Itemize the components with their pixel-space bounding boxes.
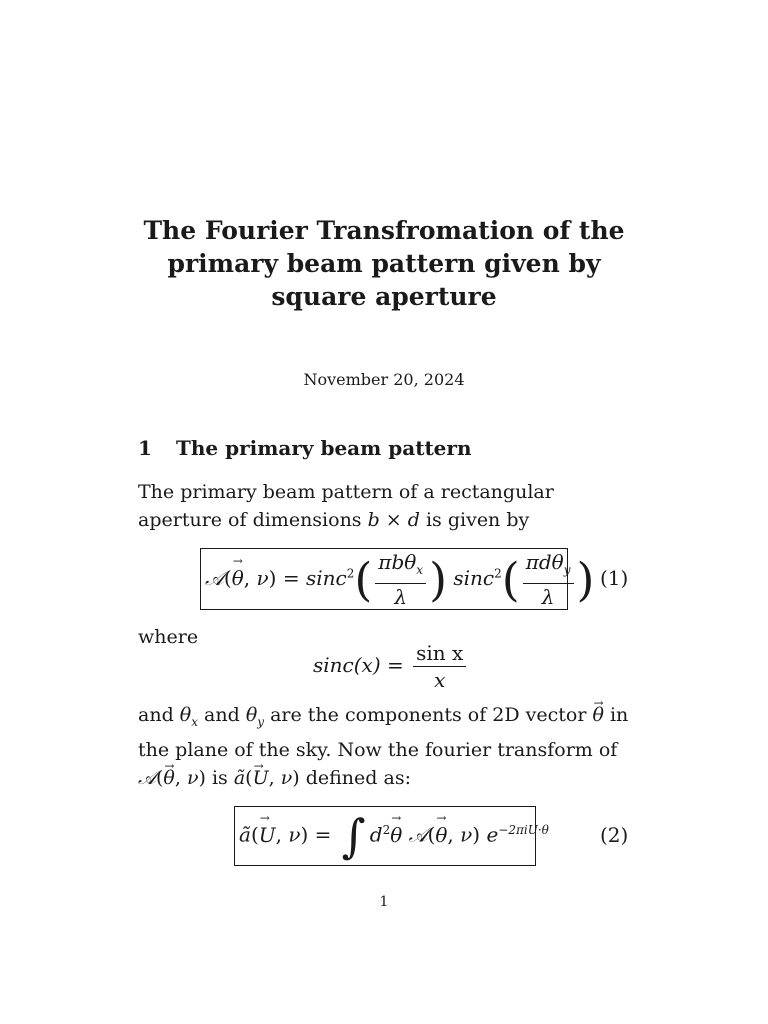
sinc-label: sinc — [453, 565, 495, 590]
fraction: $\frac{\pi d\theta_y}{\lambda}$ — [523, 551, 574, 608]
paragraph-text: is — [205, 766, 234, 789]
section-heading — [138, 435, 472, 461]
fraction — [413, 642, 466, 691]
paragraph-text: and — [138, 704, 180, 726]
equation-1-number: (1) — [600, 566, 629, 590]
paragraph-text: and — [198, 704, 246, 726]
paragraph-text: defined as: — [299, 766, 411, 789]
paper-date: November 20, 2024 — [303, 370, 465, 389]
paragraph-text: is given by — [419, 509, 530, 531]
inline-math-dimensions: b × d — [367, 509, 420, 531]
section-title: The primary beam pattern — [176, 436, 472, 460]
where-label: where — [138, 626, 199, 648]
equation-2-number: (2) — [600, 823, 629, 847]
fraction-denominator: x — [434, 668, 446, 692]
paragraph-text: The primary beam pattern of a rectangular aperture of dimensions — [138, 481, 554, 531]
equation-2: ã(→ U, ν) = ∫ $d^2\to \theta$ 𝒜(→ θ, ν) $e^{-2\pi iU\cdot\theta}$ — [239, 813, 549, 859]
sinc-definition-lhs: sinc(x) = — [313, 653, 404, 677]
fraction-numerator: sin x — [413, 642, 466, 667]
sinc-definition — [313, 642, 469, 691]
title-line-2: primary beam pattern given by — [167, 249, 601, 278]
sinc-label: sinc — [305, 565, 347, 590]
paragraph-intro — [138, 478, 638, 534]
lambda-symbol: λ — [541, 584, 555, 609]
paragraph-text: in the plane of the sky. Now the fourier transform of — [138, 704, 629, 761]
equation-1-box — [200, 548, 595, 610]
section-number: 1 — [138, 436, 152, 460]
lambda-symbol: λ — [394, 584, 408, 609]
page-number: 1 — [379, 894, 389, 910]
equation-1: 𝒜(→ θ, ν) = sinc$^2$( $\frac{\pi b\theta_x}{\lambda}$ ) sinc$^2$( $\frac{\pi d\theta_y}{\lambda}$ ) — [205, 551, 594, 608]
paper-title — [0, 214, 768, 313]
equation-2-box — [234, 806, 549, 866]
fraction: $\frac{\pi b\theta_x}{\lambda}$ — [375, 551, 426, 608]
paragraph-text: are the components of 2D vector — [264, 704, 593, 726]
title-line-1: The Fourier Transfromation of the — [143, 216, 625, 245]
title-line-3: square aperture — [271, 282, 497, 311]
paragraph-fourier: and $\theta_x$ and $\theta_y$ are the components of 2D vector → θ in the plane of the sky. Now the fourier transform of 𝒜(→ θ, ν) is ã(→ U, ν) defined as: — [138, 701, 638, 792]
